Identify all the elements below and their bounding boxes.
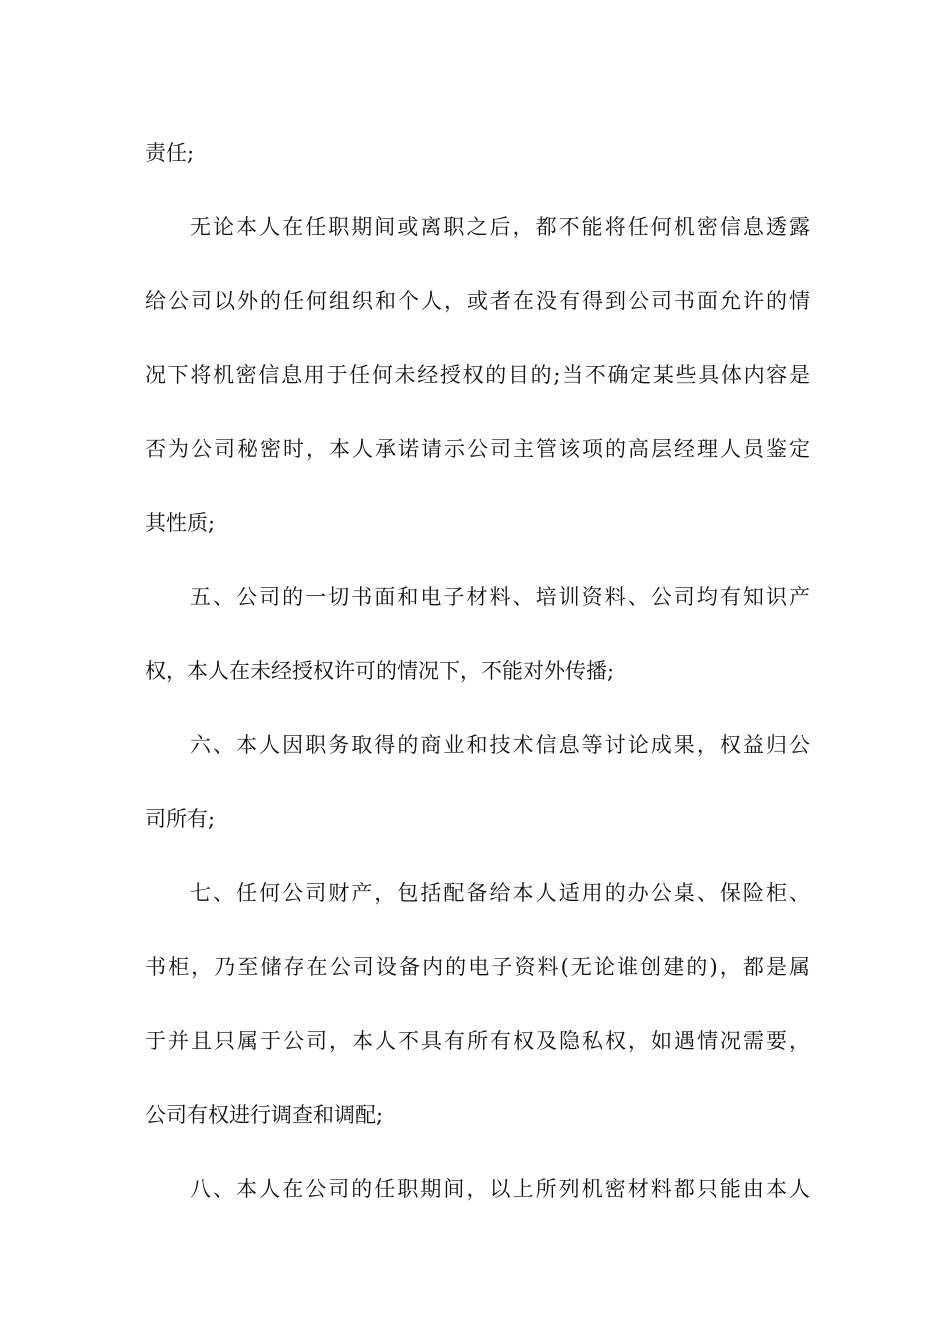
text-line-11: 七、任何公司财产，包括配备给本人适用的办公桌、保险柜、 [190,881,810,905]
text-line-12: 书柜，乃至储存在公司设备内的电子资料(无论谁创建的)，都是属 [145,955,810,979]
text-line-4: 况下将机密信息用于任何未经授权的目的;当不确定某些具体内容是 [145,363,810,387]
text-line-15: 八、本人在公司的任职期间，以上所列机密材料都只能由本人 [190,1177,810,1201]
text-line-5: 否为公司秘密时，本人承诺请示公司主管该项的高层经理人员鉴定 [145,437,810,461]
text-line-10: 司所有; [145,807,216,831]
text-line-2: 无论本人在任职期间或离职之后，都不能将任何机密信息透露 [190,215,810,239]
text-line-1: 责任; [145,141,195,165]
text-line-8: 权，本人在未经授权许可的情况下，不能对外传播; [145,659,615,683]
text-line-13: 于并且只属于公司，本人不具有所有权及隐私权，如遇情况需要， [145,1029,810,1053]
text-line-3: 给公司以外的任何组织和个人，或者在没有得到公司书面允许的情 [145,289,810,313]
text-line-7: 五、公司的一切书面和电子材料、培训资料、公司均有知识产 [190,585,810,609]
text-line-14: 公司有权进行调查和调配; [145,1103,384,1127]
text-line-6: 其性质; [145,511,216,535]
text-line-9: 六、本人因职务取得的商业和技术信息等讨论成果，权益归公 [190,733,810,757]
